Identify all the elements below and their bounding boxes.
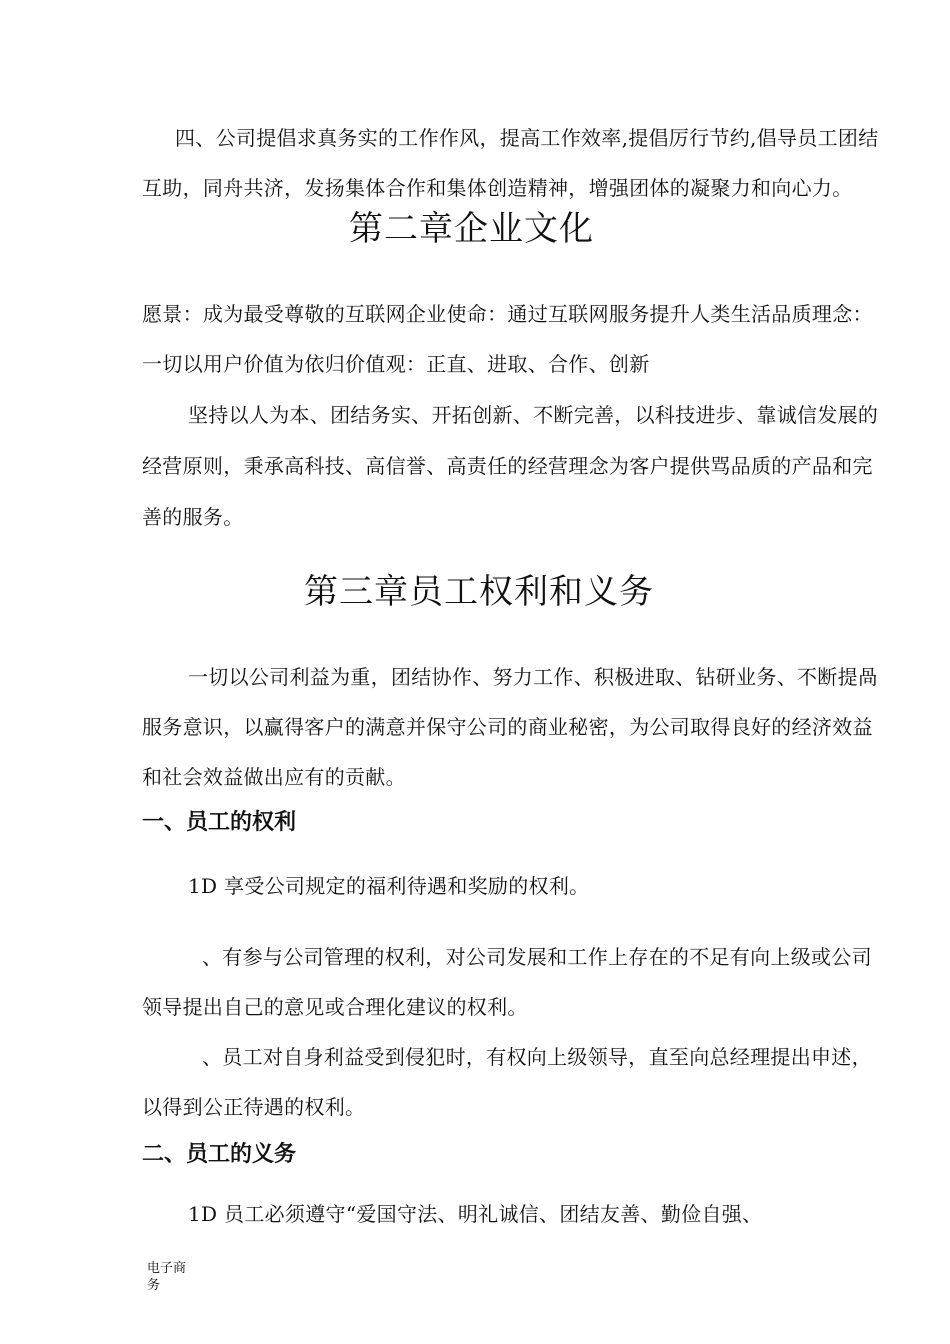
para4-line2: 互助，同舟共济，发扬集体合作和集体创造精神，增强团体的凝聚力和向心力。 xyxy=(142,176,853,200)
para4-line1: 四、公司提倡求真务实的工作作风，提高工作效率,提倡厉行节约,倡导员工团结 xyxy=(175,126,879,150)
rights-item1: 1D 享受公司规定的福利待遇和奖励的权利。 xyxy=(188,874,590,898)
rights-item3-line2: 以得到公正待遇的权利。 xyxy=(142,1095,366,1119)
duties-heading: 二、员工的义务 xyxy=(142,1142,297,1167)
footer-label: 电子商务 xyxy=(147,1261,187,1293)
rights-item2-line1: 、有参与公司管理的权利，对公司发展和工作上存在的不足有向上级或公司 xyxy=(202,945,872,969)
intro-line3: 和社会效益做出应有的贡献。 xyxy=(142,765,406,789)
principle-line2: 经营原则，秉承高科技、高信誉、高责任的经营理念为客户提供骂品质的产品和完 xyxy=(142,454,873,478)
rights-item2-line2: 领导提出自己的意见或合理化建议的权利。 xyxy=(142,995,528,1019)
principle-line1: 坚持以人为本、团结务实、开拓创新、不断完善，以科技进步、靠诚信发展的 xyxy=(188,403,879,427)
principle-line3: 善的服务。 xyxy=(142,505,244,529)
rights-item3-line1: 、员工对自身利益受到侵犯时，有权向上级领导，直至向总经理提出申述， xyxy=(202,1045,872,1069)
chapter3-title: 第三章员工权利和义务 xyxy=(304,572,654,612)
chapter2-title: 第二章企业文化 xyxy=(349,209,594,249)
intro-line1: 一切以公司利益为重，团结协作、努力工作、积极进取、钻研业务、不断提咼 xyxy=(188,665,879,689)
duties-item1: 1D 员工必须遵守“爱国守法、明礼诚信、团结友善、勤俭自强、 xyxy=(188,1202,763,1226)
vision-line1: 愿景：成为最受尊敬的互联网企业使命：通过互联网服务提升人类生活品质理念： xyxy=(142,302,873,326)
intro-line2: 服务意识，以赢得客户的满意并保守公司的商业秘密，为公司取得良好的经济效益 xyxy=(142,715,873,739)
rights-heading: 一、员工的权利 xyxy=(142,810,297,835)
vision-line2: 一切以用户价值为依归价值观：正直、进取、合作、创新 xyxy=(142,352,650,376)
